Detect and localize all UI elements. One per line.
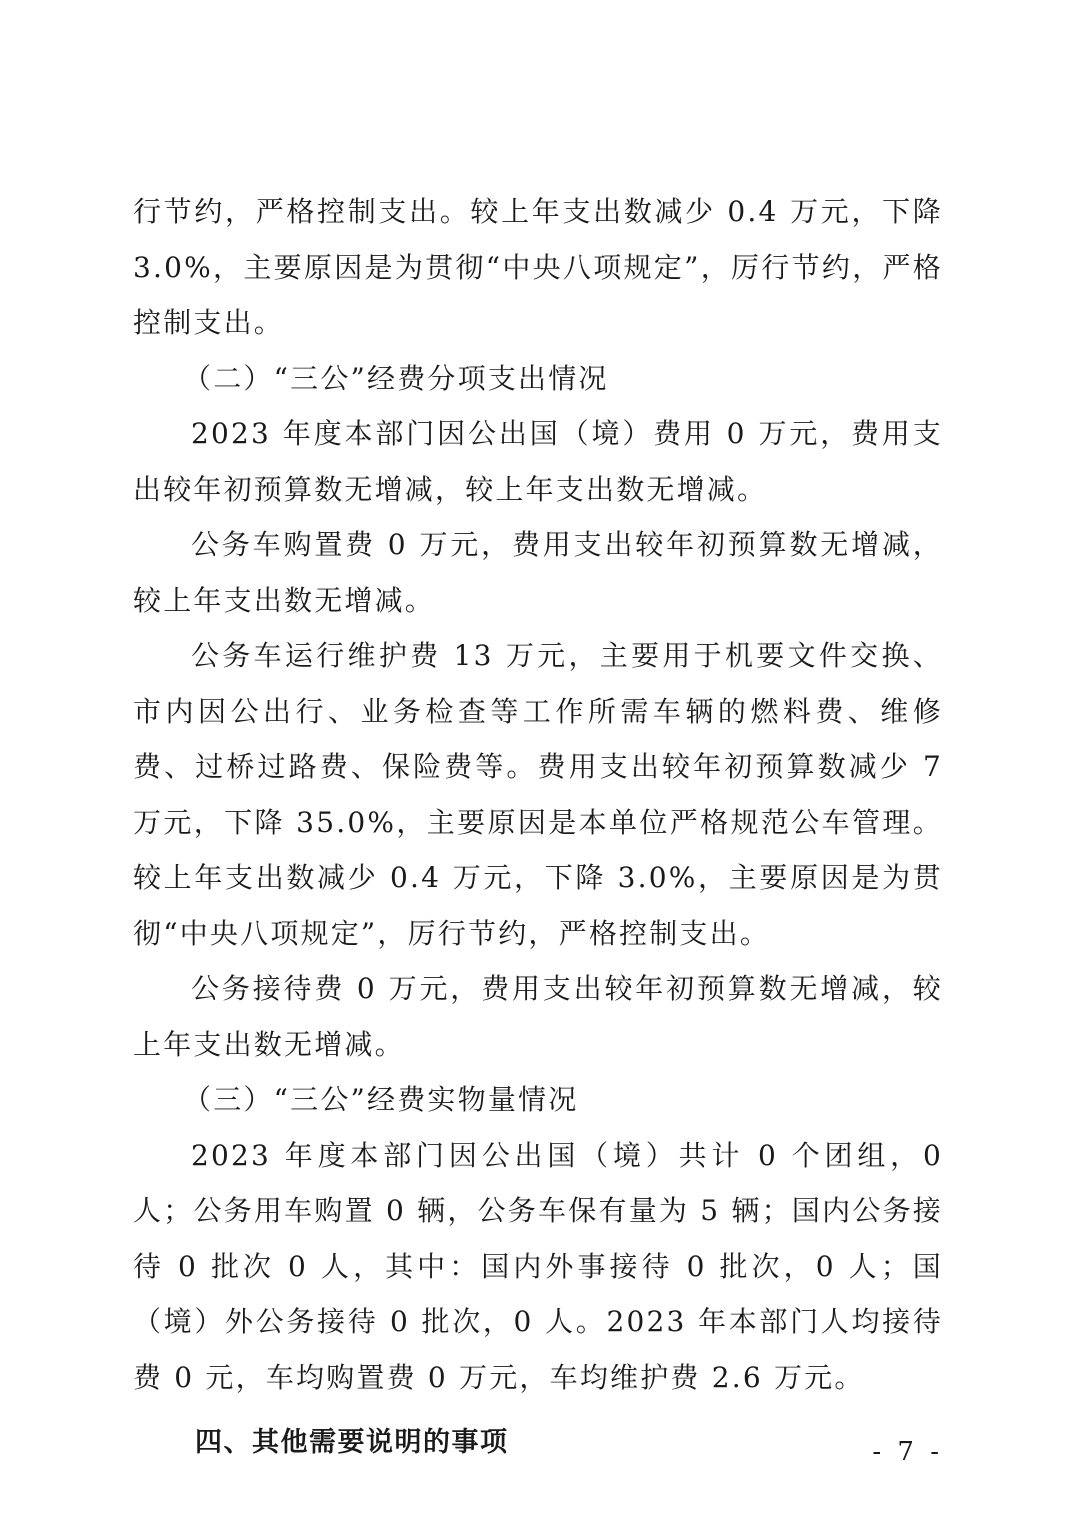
paragraph-physical-quantities: 2023 年度本部门因公出国（境）共计 0 个团组，0 人；公务用车购置 0 辆，公务车保有量为 5 辆；国内公务接待 0 批次 0 人，其中：国内外事接待 0 批次，0 人；国（境）外公务接待 0 批次，0 人。2023 年本部门人均接待费 0 元，车均购置费 0 万元，车均维护费 2.6 万元。: [133, 1138, 943, 1394]
section-subheading-physical-quantities: （三）“三公”经费实物量情况: [183, 1083, 579, 1116]
page-number: - 7 -: [872, 1437, 943, 1467]
paragraph-vehicle-maintenance: 公务车运行维护费 13 万元，主要用于机要文件交换、市内因公出行、业务检查等工作所需车辆的燃料费、维修费、过桥过路费、保险费等。费用支出较年初预算数减少 7 万元，下降 35.0%，主要原因是本单位严格规范公车管理。较上年支出数减少 0.4 万元，下降 3.0%，主要原因是为贯彻“中央八项规定”，厉行节约，严格控制支出。: [133, 639, 943, 950]
paragraph-continuation: 行节约，严格控制支出。较上年支出数减少 0.4 万元，下降 3.0%，主要原因是为贯彻“中央八项规定”，厉行节约，严格控制支出。: [133, 195, 943, 339]
document-body: [133, 184, 943, 1471]
section-heading-other-matters: 四、其他需要说明的事项: [195, 1427, 509, 1458]
paragraph-official-reception: 公务接待费 0 万元，费用支出较年初预算数无增减，较上年支出数无增减。: [133, 972, 943, 1061]
paragraph-vehicle-purchase: 公务车购置费 0 万元，费用支出较年初预算数无增减，较上年支出数无增减。: [133, 528, 943, 617]
paragraph-overseas-travel: 2023 年度本部门因公出国（境）费用 0 万元，费用支出较年初预算数无增减，较上年支出数无增减。: [133, 417, 943, 506]
section-subheading-itemized-expenses: （二）“三公”经费分项支出情况: [183, 361, 609, 395]
